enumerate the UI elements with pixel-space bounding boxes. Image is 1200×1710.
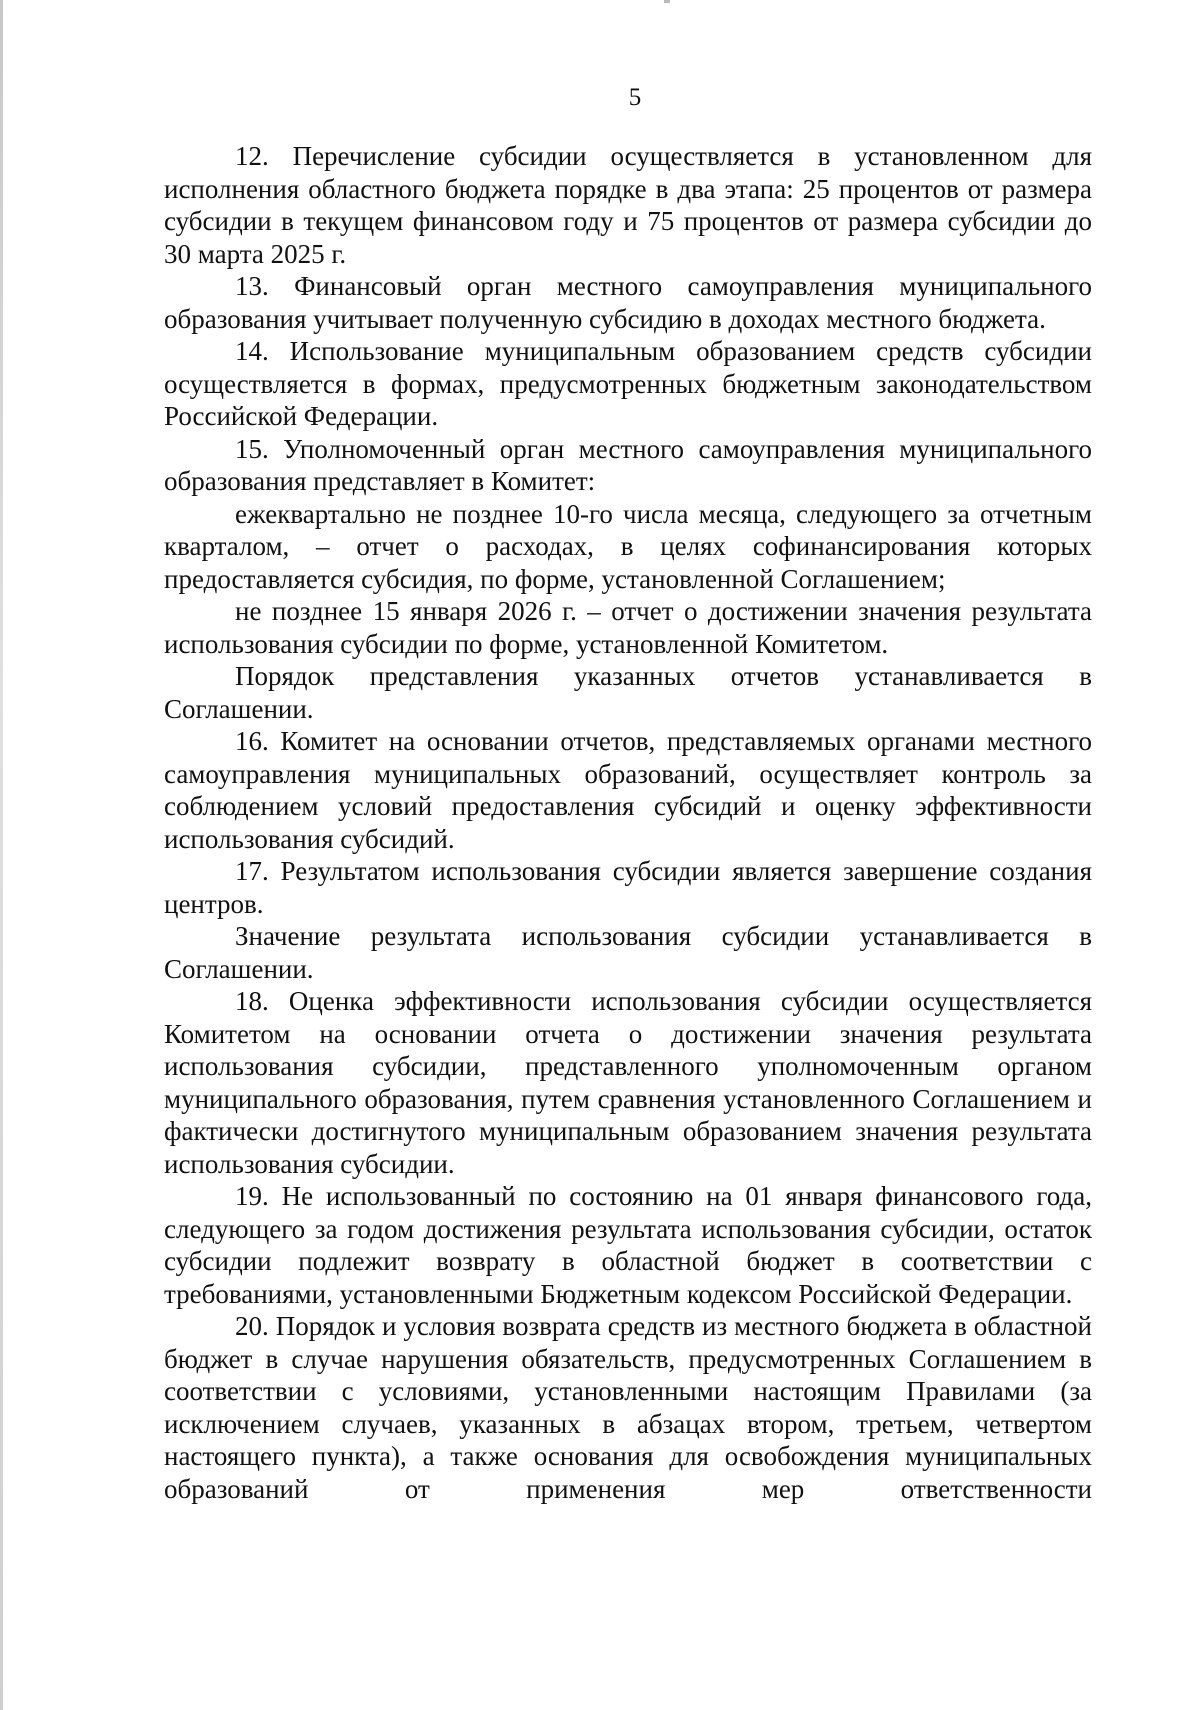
document-body — [164, 140, 1092, 1505]
paragraph-19: 19. Не использованный по состоянию на 01 января финансового года, следующего за годом достижения результата использования субсидии, остаток субсидии подлежит возврату в областной бюджет в соответствии с требованиями, установленными Бюджетным кодексом Российской Федерации. — [164, 1181, 1092, 1309]
paragraph-18: 18. Оценка эффективности использования субсидии осуществляется Комитетом на основании отчета о достижении значения результата использования субсидии, представленного уполномоченным органом муниципального образования, путем сравнения установленного Соглашением и фактически достигнутого муниципальным образованием значения результата использования субсидии. — [164, 986, 1092, 1179]
paragraph-14: 14. Использование муниципальным образованием средств субсидии осуществляется в формах, предусмотренных бюджетным законодательством Российской Федерации. — [164, 336, 1092, 431]
paragraph-17: 17. Результатом использования субсидии является завершение создания центров. — [164, 856, 1092, 919]
paragraph-13: 13. Финансовый орган местного самоуправления муниципального образования учитывает полученную субсидию в доходах местного бюджета. — [164, 271, 1092, 334]
paragraph-17-value: Значение результата использования субсидии устанавливается в Соглашении. — [164, 921, 1092, 984]
paragraph-15: 15. Уполномоченный орган местного самоуправления муниципального образования представляет в Комитет: — [164, 433, 1092, 496]
scan-edge-shadow — [0, 0, 3, 1710]
paragraph-12: 12. Перечисление субсидии осуществляется в установленном для исполнения областного бюджета порядке в два этапа: 25 процентов от размера субсидии в текущем финансовом году и 75 процентов от размера субсидии до 30 марта 2025 г. — [164, 141, 1092, 269]
page-number: 5 — [628, 84, 642, 111]
scan-top-mark — [664, 0, 670, 3]
paragraph-16: 16. Комитет на основании отчетов, представляемых органами местного самоуправления муниципальных образований, осуществляет контроль за соблюдением условий предоставления субсидий и оценку эффективности использования субсидий. — [164, 726, 1092, 854]
paragraph-15-item-quarterly: ежеквартально не позднее 10-го числа месяца, следующего за отчетным кварталом, – отчет о расходах, в целях софинансирования которых предоставляется субсидия, по форме, установленной Соглашением; — [164, 498, 1092, 594]
paragraph-15-report-order: Порядок представления указанных отчетов устанавливается в Соглашении. — [164, 661, 1092, 724]
paragraph-15-item-annual: не позднее 15 января 2026 г. – отчет о достижении значения результата использования субсидии по форме, установленной Комитетом. — [164, 596, 1092, 659]
paragraph-20: 20. Порядок и условия возврата средств из местного бюджета в областной бюджет в случае нарушения обязательств, предусмотренных Соглашением в соответствии с условиями, установленными настоящим Правилами (за исключением случаев, указанных в абзацах втором, третьем, четвертом настоящего пункта), а также основания для освобождения муниципальных образований от применения мер ответственности — [164, 1311, 1092, 1504]
